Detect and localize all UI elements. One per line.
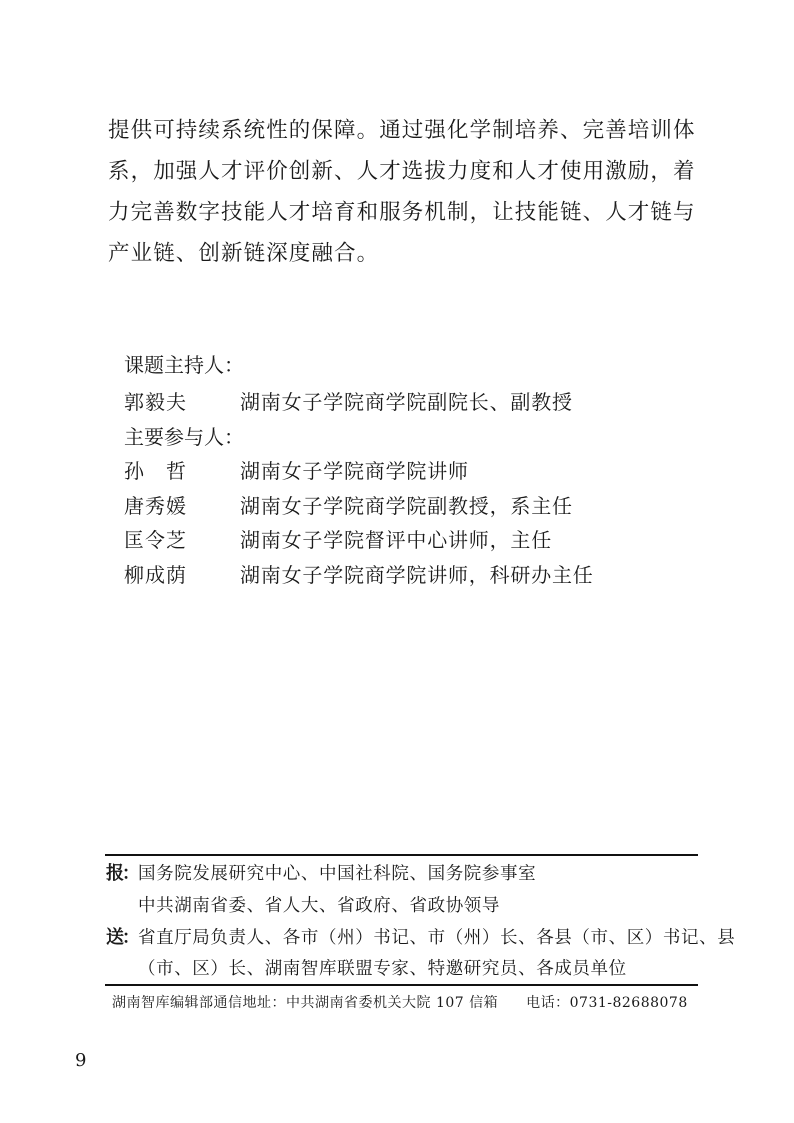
participant-role: 湖南女子学院督评中心讲师，主任 [240, 528, 552, 552]
report-line: 中共湖南省委、省人大、省政府、省政协领导 [138, 896, 500, 916]
participant-name: 唐秀媛 [124, 494, 187, 518]
host-name: 郭毅夫 [124, 390, 187, 414]
distribution-block [105, 860, 736, 980]
participant-name: 匡令芝 [124, 528, 187, 552]
participant-name: 孙 哲 [124, 459, 187, 483]
send-colon: ： [122, 928, 140, 948]
page-number: 9 [75, 1050, 87, 1071]
send-line: （市、区）长、湖南智库联盟专家、特邀研究员、各成员单位 [138, 959, 627, 979]
report-label: 报 [106, 863, 124, 884]
host-heading: 课题主持人： [124, 353, 244, 377]
distribution-top-rule [105, 854, 698, 856]
editorial-phone: 电话：0731-82688078 [526, 995, 688, 1011]
distribution-bottom-rule [105, 984, 698, 986]
participant-name: 柳成荫 [124, 563, 187, 587]
participant-role: 湖南女子学院商学院讲师 [240, 459, 469, 483]
editorial-footer [112, 992, 688, 1012]
editorial-address: 湖南智库编辑部通信地址：中共湖南省委机关大院 107 信箱 [112, 995, 499, 1011]
host-role: 湖南女子学院商学院副院长、副教授 [240, 390, 573, 414]
participant-role: 湖南女子学院商学院讲师，科研办主任 [240, 563, 594, 587]
report-colon: ： [122, 864, 140, 884]
send-line: 省直厅局负责人、各市（州）书记、市（州）长、各县（市、区）书记、县 [138, 928, 736, 948]
body-paragraph: 提供可持续系统性的保障。通过强化学制培养、完善培训体系，加强人才评价创新、人才选拔力度和人才使用激励，着力完善数字技能人才培育和服务机制，让技能链、人才链与产业链、创新链深度融合。 [108, 118, 696, 266]
report-line: 国务院发展研究中心、中国社科院、国务院参事室 [138, 864, 537, 884]
send-label: 送 [106, 927, 124, 948]
participant-role: 湖南女子学院商学院副教授，系主任 [240, 494, 573, 518]
participants-heading: 主要参与人： [124, 425, 244, 449]
